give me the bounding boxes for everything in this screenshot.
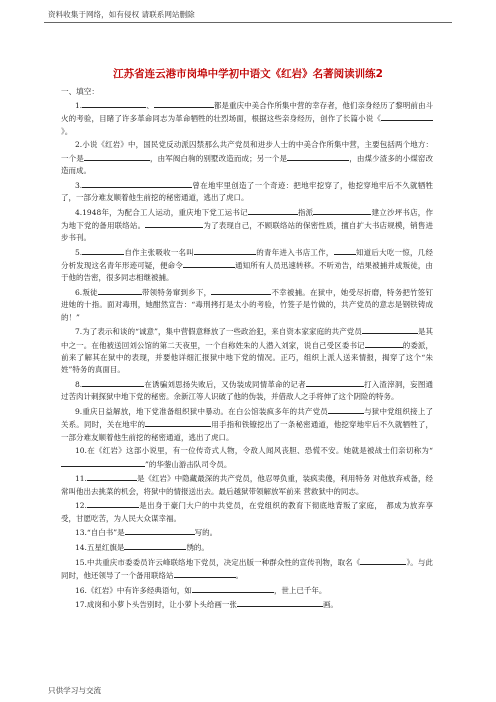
blank[interactable]: [381, 112, 433, 121]
page-footer: 只供学习与交流: [48, 686, 102, 695]
blank[interactable]: [154, 99, 214, 108]
blank[interactable]: [125, 526, 195, 535]
blank[interactable]: [124, 541, 186, 550]
question-7: 7.为了表示和谈的“诚意”，集中营假意释放了一些政治犯，来自资本家家庭的共产党员 是其中之一。在他被送回刘公馆的第二天夜里，一个自称姓朱的人潜入刘家，说自己受区委书记 的委派，前来了解其在狱中的表现，并要他详细汇报狱中地下党的情况。正巧，组织上派人送来情报，揭穿了这个“朱姓”特务的真面目。: [61, 327, 434, 375]
blank[interactable]: [306, 378, 364, 387]
blank[interactable]: [145, 219, 203, 228]
blank[interactable]: [82, 99, 146, 108]
section-heading: 一、填空：: [61, 87, 99, 96]
blank[interactable]: [98, 286, 142, 295]
question-list: [61, 99, 433, 613]
question-10: 10.在《红岩》这部小说里，有一位传奇式人物，令敌人闻风丧胆、恐慌不安。她就是被战士们亲切称为“”的华蓥山游击队司令员。: [61, 445, 433, 471]
blank[interactable]: [237, 598, 323, 607]
blank[interactable]: [192, 584, 274, 593]
document-title: 江苏省连云港市岗埠中学初中语文《红岩》名著阅读训练2: [113, 68, 383, 80]
blank[interactable]: [313, 206, 371, 215]
blank[interactable]: [365, 339, 403, 348]
blank[interactable]: [194, 246, 256, 255]
header-rule: [44, 22, 452, 23]
blank[interactable]: [87, 472, 137, 481]
blank[interactable]: [61, 458, 145, 467]
blank[interactable]: [360, 556, 406, 565]
blank[interactable]: [334, 246, 356, 255]
blank[interactable]: [287, 152, 349, 161]
blank[interactable]: [362, 325, 418, 334]
blank[interactable]: [82, 179, 192, 188]
question-16: 16.《红岩》中有许多经典语句，如 ，世上已千年。: [75, 585, 327, 595]
question-13: 13.“自白书”是 写的。: [75, 528, 218, 538]
blank[interactable]: [248, 206, 298, 215]
blank[interactable]: [183, 259, 235, 268]
blank[interactable]: [328, 405, 364, 414]
question-12: 12. 是出身于豪门大户的中共党员，在党组织的教育下彻底地背叛了家庭， 都成为放弃享受，甘愿吃苦，为人民大众谋幸福。: [61, 501, 433, 523]
blank[interactable]: [87, 499, 139, 508]
blank[interactable]: [145, 418, 211, 427]
question-6: 6.叛徒 带领特务窜到乡下， 不幸被捕。在狱中，她受尽折磨，特务把竹签钉进她的十指。面对毒刑，她酣然宣告：“毒刑拷打是太小的考验，竹签子是竹做的，共产党员的意志是钢铁铸成的！”: [61, 288, 434, 322]
question-15: 15.中共重庆市委委员许云峰联络地下党员，决定出版一种群众性的宣传刊物，取名《 》。与此同时，他还领导了一个备用联络站 。: [61, 557, 433, 580]
blank[interactable]: [82, 378, 144, 387]
question-1: 1. 、 都是重庆中美合作所集中营的幸存者，他们亲身经历了黎明前由斗火的考验，目睹了许多革命同志为革命牺牲的壮烈场面，根据这些亲身经历，创作了长篇小说《》。: [61, 101, 434, 136]
blank[interactable]: [211, 286, 271, 295]
question-2: 2.小说《红岩》中，国民党反动派囚禁那么共产党员和进步人士的中美合作所集中营，主要包括两个地方：一个是 ，由军阀白驹的别墅改造而成；另一个是 ，由煤少渣多的小煤窑改造而成。: [61, 140, 434, 175]
question-17: 17.成岗和小萝卜头告别时，让小萝卜头给画一张 画。: [75, 600, 338, 610]
question-4: 4.1948年，为配合工人运动，重庆地下党工运书记 指派 建立沙坪书店，作为地下党的备用联络站。 为了表现自己，不顾联络站的保密性质，擅自扩大书店规模，销售进步书刊。: [61, 207, 434, 243]
blank[interactable]: [84, 152, 150, 161]
blank[interactable]: [174, 569, 236, 578]
question-5: 5. 自作主张吸收一名叫 的青年进入书店工作， 知道后大吃一惊，几经分析发现这名青年形迹可疑，便命令 通知所有人员迅速转移。不听劝告，结果被捕并成叛徒，由于他的告密，很多同志相继被捕。: [61, 247, 434, 283]
question-11: 11. 是《红岩》中隐藏最深的共产党员，他忍辱负重，装疯卖傻，利用特务 对他放弃戒备，经常叫他出去挑菜的机会，将狱中的情报送出去。最后越狱带领解放军前来 营救狱中的同志。: [61, 474, 433, 496]
question-14: 14.五星红旗是 绣的。: [75, 542, 209, 552]
question-3: 3. 曾在地牢里创造了一个奇迹：把地牢挖穿了，他挖穿地牢后不久就牺牲了，一部分难友顺着他生前挖的秘密通道，逃出了虎口。: [61, 180, 433, 202]
question-9: 9.重庆日益解放，地下党准备组织狱中暴动。在白公馆装疯多年的共产党员 与狱中党组织接上了关系。同时，关在地牢的 用手指和铁镣挖出了一条秘密通道，他挖穿地牢后不久就牺牲了，一部分难友顺着他生前挖的秘密通道，逃出了虎口。: [61, 406, 434, 442]
question-8: 8. 在诱骗刘思扬失败后，又伪装成同情革命的记者 打入渣滓洞，妄图通过苦肉计刺探狱中地下党的秘密。余新江等人识破了他的伪装，并借敌人之手将伸了这个阴险的特务。: [61, 379, 434, 402]
page-header: 资料收集于网络，如有侵权 请联系网站删除: [48, 10, 195, 19]
blank[interactable]: [82, 246, 124, 255]
